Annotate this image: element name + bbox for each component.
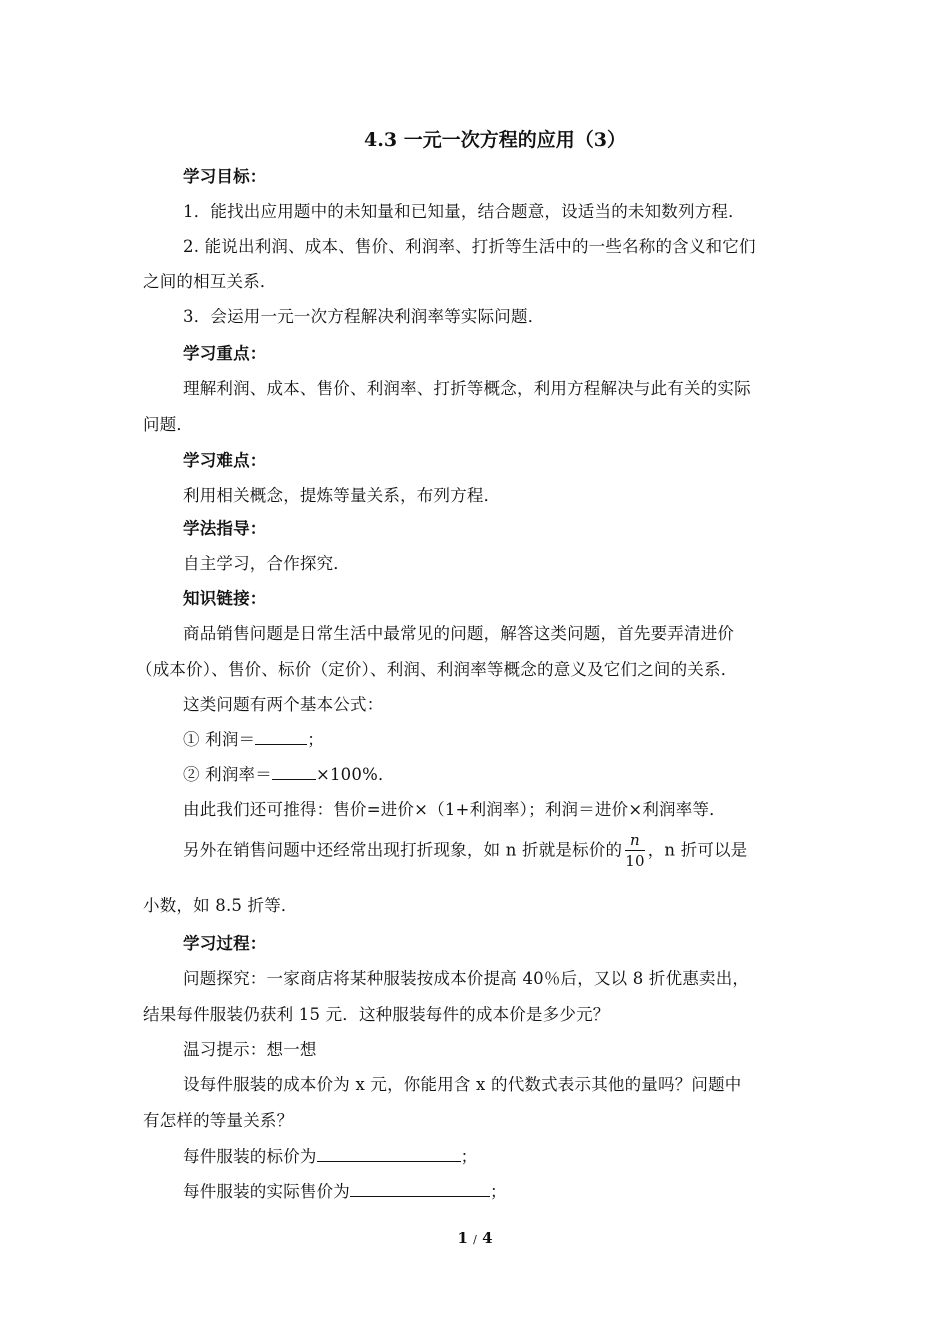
n-over-10-fraction bbox=[625, 833, 645, 869]
marked-price-label: 每件服装的标价为 bbox=[183, 1147, 317, 1166]
knowledge-paragraph-1-line-2: （成本价）、售价、标价（定价）、利润、利润率等概念的意义及它们之间的关系． bbox=[136, 660, 738, 679]
actual-price-label: 每件服装的实际售价为 bbox=[183, 1182, 350, 1201]
knowledge-paragraph-1-line-1: 商品销售问题是日常生活中最常见的问题，解答这类问题，首先要弄清进价 bbox=[183, 624, 735, 643]
total-pages: 4 bbox=[482, 1229, 493, 1247]
difficulties-text: 利用相关概念，提炼等量关系，布列方程． bbox=[183, 486, 501, 505]
page-separator: / bbox=[473, 1233, 477, 1246]
page-title: 4.3 一元一次方程的应用（3） bbox=[364, 129, 626, 151]
objective-3: 3．会运用一元一次方程解决利润率等实际问题． bbox=[183, 307, 545, 326]
objective-2-line-2: 之间的相互关系． bbox=[143, 272, 277, 291]
question-line-1: 设每件服装的成本价为 x 元，你能用含 x 的代数式表示其他的量吗？问题中 bbox=[183, 1075, 742, 1094]
keypoints-heading: 学习重点： bbox=[183, 344, 267, 363]
page-number bbox=[0, 1229, 950, 1247]
method-text: 自主学习，合作探究． bbox=[183, 554, 350, 573]
formula-1-prefix: ① 利润＝ bbox=[183, 730, 256, 749]
actual-price-suffix: ； bbox=[490, 1182, 507, 1201]
objectives-heading: 学习目标： bbox=[183, 167, 267, 186]
formula-2-prefix: ② 利润率＝ bbox=[183, 765, 272, 784]
formula-1 bbox=[183, 726, 324, 750]
keypoints-line-1: 理解利润、成本、售价、利润率、打折等概念，利用方程解决与此有关的实际 bbox=[183, 379, 751, 398]
fraction-denominator: 10 bbox=[625, 852, 645, 870]
review-hint: 温习提示：想一想 bbox=[183, 1040, 317, 1059]
knowledge-paragraph-4-line-2: 小数，如 8.5 折等． bbox=[143, 896, 298, 915]
difficulties-heading: 学习难点： bbox=[183, 451, 267, 470]
knowledge-paragraph-4-line-1 bbox=[183, 833, 748, 869]
formula-2-blank[interactable] bbox=[272, 765, 316, 780]
problem-line-1: 问题探究：一家商店将某种服装按成本价提高 40％后，又以 8 折优惠卖出， bbox=[183, 969, 750, 988]
discount-text-prefix: 另外在销售问题中还经常出现打折现象，如 n 折就是标价的 bbox=[183, 840, 623, 860]
keypoints-line-2: 问题． bbox=[143, 415, 194, 434]
formula-1-suffix: ； bbox=[307, 730, 324, 749]
marked-price-line bbox=[183, 1143, 477, 1167]
knowledge-heading: 知识链接： bbox=[183, 589, 267, 608]
process-heading: 学习过程： bbox=[183, 934, 267, 953]
problem-line-2: 结果每件服装仍获利 15 元．这种服装每件的成本价是多少元？ bbox=[143, 1005, 610, 1024]
knowledge-paragraph-2: 这类问题有两个基本公式： bbox=[183, 695, 384, 714]
discount-text-suffix: ，n 折可以是 bbox=[647, 840, 748, 860]
objective-1: 1．能找出应用题中的未知量和已知量，结合题意，设适当的未知数列方程． bbox=[183, 202, 745, 221]
question-line-2: 有怎样的等量关系？ bbox=[143, 1111, 294, 1130]
actual-price-blank[interactable] bbox=[350, 1182, 490, 1197]
formula-1-blank[interactable] bbox=[255, 730, 307, 745]
knowledge-paragraph-3: 由此我们还可推得：售价=进价×（1+利润率）；利润＝进价×利润率等． bbox=[183, 800, 726, 819]
method-heading: 学法指导： bbox=[183, 519, 267, 538]
formula-2 bbox=[183, 761, 395, 785]
fraction-numerator: n bbox=[625, 833, 645, 851]
objective-2-line-1: 2. 能说出利润、成本、售价、利润率、打折等生活中的一些名称的含义和它们 bbox=[183, 237, 756, 256]
marked-price-suffix: ； bbox=[460, 1147, 478, 1166]
formula-2-suffix: ×100%． bbox=[315, 765, 395, 784]
actual-price-line bbox=[183, 1178, 507, 1202]
current-page: 1 bbox=[457, 1229, 468, 1247]
marked-price-blank[interactable] bbox=[317, 1147, 461, 1162]
